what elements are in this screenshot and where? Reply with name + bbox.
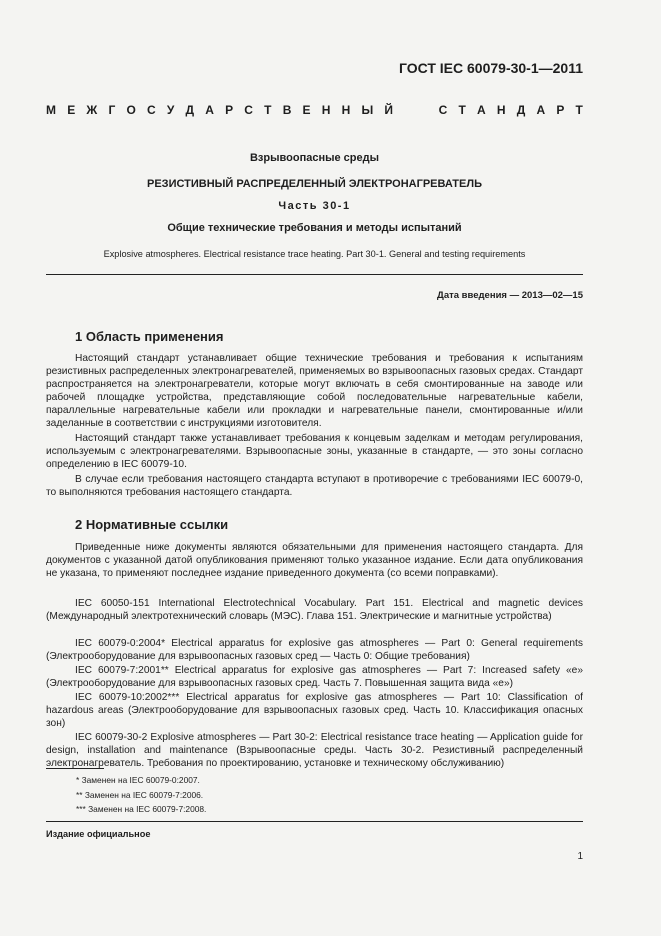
interstate-letter: У (166, 103, 175, 117)
interstate-letter: А (536, 103, 546, 117)
footnote: ** Заменен на IEC 60079-7:2006. (76, 790, 204, 800)
normative-reference: IEC 60079-10:2002*** Electrical apparatus for explosive gas atmospheres — Part 10: Classification of hazardous areas (Электрооборудование для взрывоопасных газовых сред. Часть 10. Классификация опасных зон) (46, 692, 583, 730)
interstate-letter: Е (302, 103, 311, 117)
title-english: Explosive atmospheres. Electrical resistance trace heating. Part 30-1. General and testing requirements (103, 249, 526, 259)
page-number: 1 (577, 851, 583, 862)
interstate-letter: С (146, 103, 156, 117)
interstate-letter: Н (496, 103, 506, 117)
interstate-letter: О (126, 103, 136, 117)
interstate-letter: М (46, 103, 56, 117)
interstate-letter: Р (225, 103, 234, 117)
interstate-letter: Й (384, 103, 394, 117)
interstate-standard-banner (46, 103, 583, 117)
interstate-letter: Т (458, 103, 466, 117)
divider (46, 821, 583, 822)
normative-reference: IEC 60079-30-2 Explosive atmospheres — Part 30-2: Electrical resistance trace heating — Application guide for design, installation and maintenance (Взрывоопасные среды. Часть 30-2. Резистивный распределенный электронагреватель. Требования по проектированию, установке и техническому обслуживанию) (46, 732, 583, 770)
interstate-letter (404, 103, 410, 117)
interstate-letter: Р (556, 103, 565, 117)
interstate-letter: В (282, 103, 292, 117)
document-code: ГОСТ IEC 60079-30-1—2011 (398, 60, 583, 76)
interstate-letter: Т (264, 103, 272, 117)
interstate-letter: С (244, 103, 253, 117)
normative-reference: IEC 60079-7:2001** Electrical apparatus for explosive gas atmospheres — Part 7: Increased safety «e» (Электрооборудование для взрывоопасных газовых сред. Часть 7. Повышенная защита вида «е») (46, 665, 583, 690)
title-part: Часть 30-1 (278, 200, 351, 212)
interstate-letter: А (205, 103, 214, 117)
normative-reference: IEC 60050-151 International Electrotechnical Vocabulary. Part 151. Electrical and magnetic devices (Международный электротехнический словарь (МЭС). Глава 151. Электрические и магнитные устройства) (46, 598, 583, 623)
footnote-divider (46, 768, 104, 769)
interstate-letter: А (476, 103, 486, 117)
interstate-letter: Д (185, 103, 195, 117)
interstate-letter: Г (108, 103, 116, 117)
interstate-letter: Ж (86, 103, 98, 117)
official-edition-label: Издание официальное (46, 829, 151, 839)
interstate-letter: Н (321, 103, 331, 117)
footnote: * Заменен на IEC 60079-0:2007. (76, 775, 200, 785)
interstate-letter: Е (67, 103, 76, 117)
title-main: РЕЗИСТИВНЫЙ РАСПРЕДЕЛЕННЫЙ ЭЛЕКТРОНАГРЕВАТЕЛЬ (147, 178, 482, 190)
section-1-paragraph: Настоящий стандарт также устанавливает требования к концевым заделкам и методам регулирования, используемым с электронагревателями. Взрывоопасные зоны, указанные в стандарте, — это зоны согласно определению в IEC 60079-10. (46, 433, 583, 471)
interstate-letter: Т (575, 103, 583, 117)
interstate-letter: С (438, 103, 448, 117)
footnote: *** Заменен на IEC 60079-7:2008. (76, 804, 207, 814)
title-subtitle: Общие технические требования и методы испытаний (167, 222, 462, 234)
title-line-1: Взрывоопасные среды (249, 152, 379, 164)
interstate-letter: Ы (361, 103, 374, 117)
section-2-paragraph: Приведенные ниже документы являются обязательными для применения настоящего стандарта. Для документов с указанной датой опубликования применяют только указанное издание. Если дата опубликования не указана, то применяют последнее издание приведенного документа (со всеми поправками). (46, 542, 583, 580)
introduction-date: Дата введения — 2013—02—15 (437, 290, 583, 301)
section-2-heading: 2 Нормативные ссылки (75, 517, 229, 532)
section-1-paragraph: Настоящий стандарт устанавливает общие технические требования и требования к испытаниям резистивных распределенных электронагревателей, применяемых во взрывоопасных газовых средах. Стандарт распространяется на электронагреватели, которые могут включать в себя смонтированные на заводе или рабочей площадке устройства, представляющие собой последовательные нагревательные кабели, параллельные нагревательные кабели или прокладки и нагревательные панели, смонтированные и/или заделанные в соответствии с инструкциями изготовителя. (46, 353, 583, 430)
interstate-letter: Д (516, 103, 526, 117)
section-1-paragraph: В случае если требования настоящего стандарта вступают в противоречие с требованиями IEC 60079-0, то выполняются требования настоящего стандарта. (46, 474, 583, 499)
normative-reference: IEC 60079-0:2004* Electrical apparatus for explosive gas atmospheres — Part 0: General requirements (Электрооборудование для взрывоопасных газовых сред — Часть 0: Общие требования) (46, 638, 583, 663)
interstate-letter: Н (341, 103, 351, 117)
interstate-letter (421, 103, 427, 117)
divider (46, 274, 583, 275)
section-1-heading: 1 Область применения (75, 329, 224, 344)
